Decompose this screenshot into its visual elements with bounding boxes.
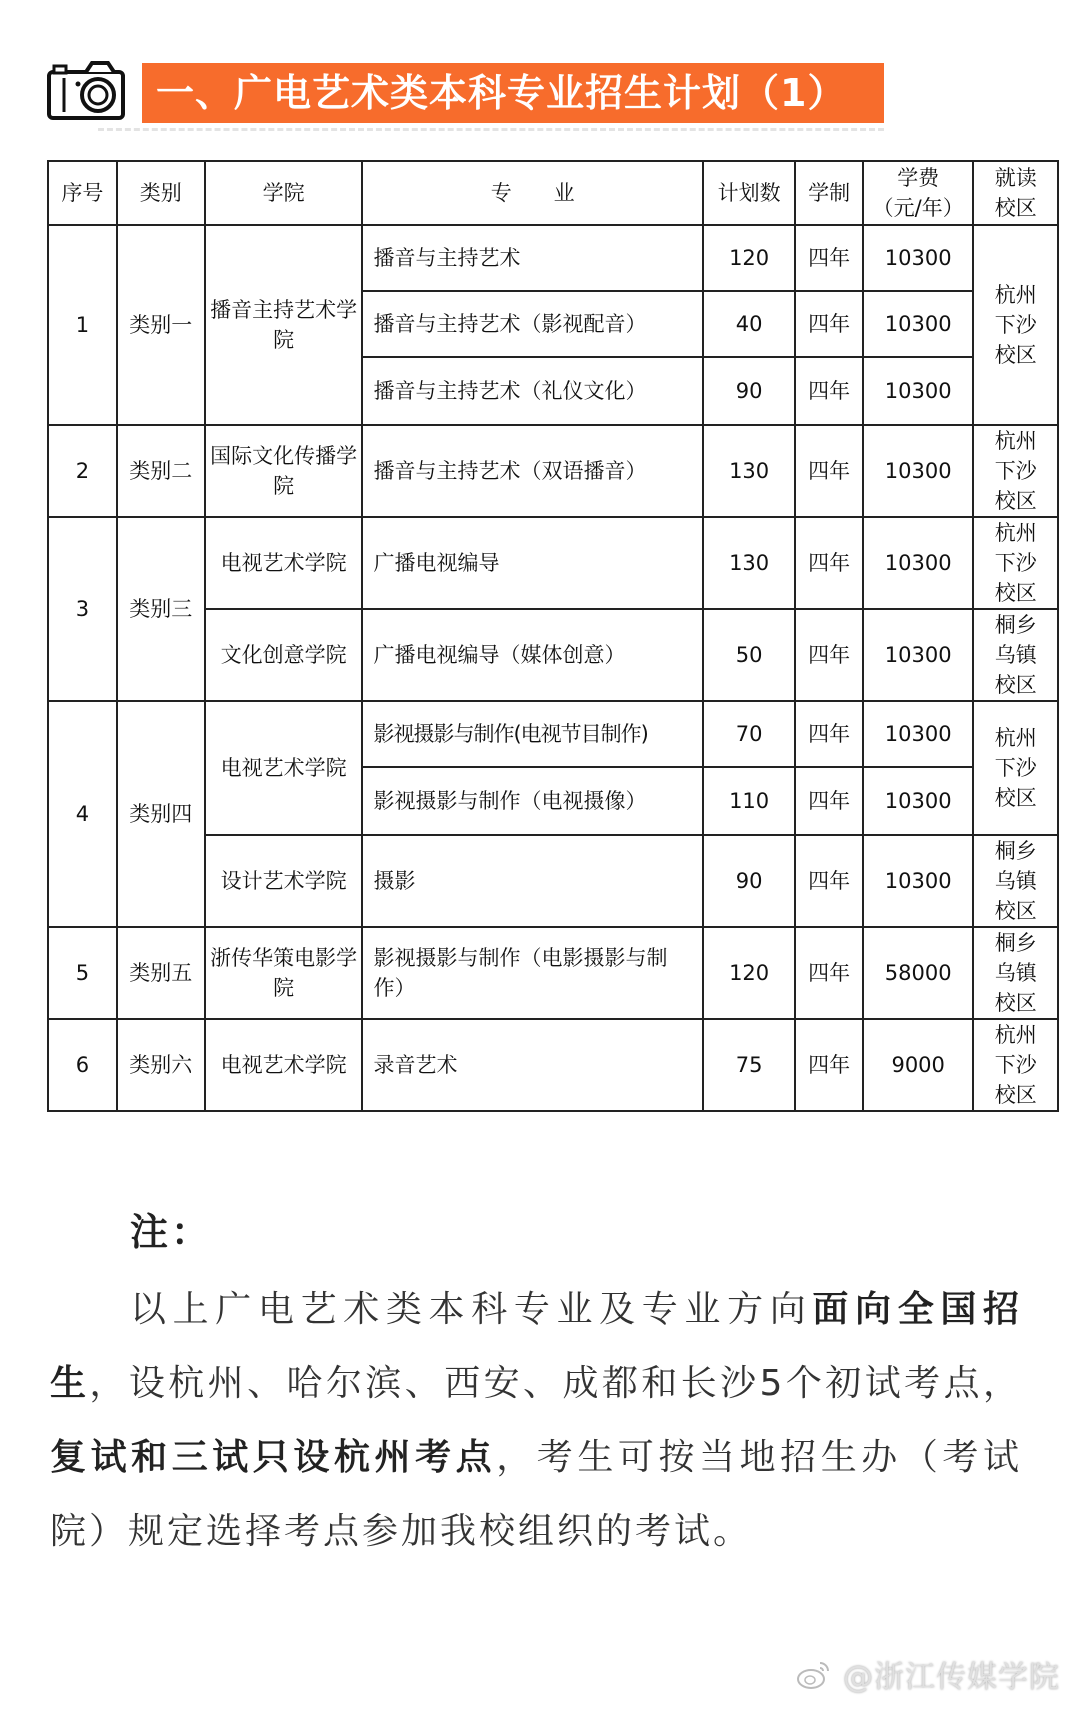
cell-fee: 10300 xyxy=(863,517,973,609)
cell-duration: 四年 xyxy=(795,927,863,1019)
cell-quota: 130 xyxy=(703,517,795,609)
cell-no: 6 xyxy=(48,1019,117,1111)
table-row xyxy=(48,927,1058,1019)
watermark-text: @浙江传媒学院 xyxy=(843,1660,1060,1695)
cell-campus: 杭州 下沙 校区 xyxy=(973,517,1058,609)
note-body xyxy=(50,1273,1022,1569)
cell-fee: 10300 xyxy=(863,425,973,517)
cell-duration: 四年 xyxy=(795,517,863,609)
cell-college: 浙传华策电影学院 xyxy=(205,927,363,1019)
table-row xyxy=(48,425,1058,517)
cell-no: 1 xyxy=(48,225,117,425)
cell-major: 播音与主持艺术（影视配音） xyxy=(362,291,702,357)
cell-college: 电视艺术学院 xyxy=(205,1019,363,1111)
cell-duration: 四年 xyxy=(795,1019,863,1111)
cell-no: 3 xyxy=(48,517,117,701)
cell-fee: 10300 xyxy=(863,609,973,701)
cell-college: 国际文化传播学院 xyxy=(205,425,363,517)
camera-icon xyxy=(46,60,126,120)
cell-duration: 四年 xyxy=(795,291,863,357)
cell-major: 播音与主持艺术（礼仪文化） xyxy=(362,357,702,425)
header-no: 序号 xyxy=(48,161,117,225)
note-emphasis: 面向全国招生 xyxy=(50,1289,1022,1404)
table-row xyxy=(48,517,1058,609)
cell-quota: 75 xyxy=(703,1019,795,1111)
weibo-icon xyxy=(796,1659,832,1691)
cell-quota: 90 xyxy=(703,357,795,425)
cell-campus: 杭州 下沙 校区 xyxy=(973,225,1058,425)
cell-campus: 杭州 下沙 校区 xyxy=(973,425,1058,517)
cell-duration: 四年 xyxy=(795,767,863,835)
note-text: ，设杭州、哈尔滨、西安、成都和长沙5个初试考点， xyxy=(89,1363,1022,1404)
header-major: 专 业 xyxy=(362,161,702,225)
header-duration: 学制 xyxy=(795,161,863,225)
cell-fee: 10300 xyxy=(863,701,973,767)
cell-duration: 四年 xyxy=(795,609,863,701)
header-college: 学院 xyxy=(205,161,363,225)
cell-no: 4 xyxy=(48,701,117,927)
cell-duration: 四年 xyxy=(795,357,863,425)
cell-major: 摄影 xyxy=(362,835,702,927)
watermark xyxy=(796,1652,1060,1696)
cell-campus: 桐乡 乌镇 校区 xyxy=(973,609,1058,701)
cell-quota: 90 xyxy=(703,835,795,927)
cell-quota: 120 xyxy=(703,927,795,1019)
cell-major: 影视摄影与制作(电视节目制作) xyxy=(362,701,702,767)
cell-major: 广播电视编导（媒体创意） xyxy=(362,609,702,701)
cell-duration: 四年 xyxy=(795,835,863,927)
cell-fee: 9000 xyxy=(863,1019,973,1111)
cell-college: 设计艺术学院 xyxy=(205,835,363,927)
cell-campus: 桐乡 乌镇 校区 xyxy=(973,835,1058,927)
header-category: 类别 xyxy=(117,161,205,225)
table-row xyxy=(48,225,1058,291)
table-header-row xyxy=(48,161,1058,225)
cell-quota: 70 xyxy=(703,701,795,767)
header-fee-unit: （元/年） xyxy=(872,196,964,220)
cell-college: 电视艺术学院 xyxy=(205,701,363,835)
cell-quota: 120 xyxy=(703,225,795,291)
header-campus xyxy=(973,161,1058,225)
cell-fee: 10300 xyxy=(863,291,973,357)
cell-duration: 四年 xyxy=(795,425,863,517)
page-title: 一、广电艺术类本科专业招生计划（1） xyxy=(142,63,884,123)
cell-quota: 110 xyxy=(703,767,795,835)
header-campus-l2: 校区 xyxy=(994,196,1037,220)
cell-major: 播音与主持艺术 xyxy=(362,225,702,291)
title-divider xyxy=(98,128,884,131)
cell-category: 类别二 xyxy=(117,425,205,517)
header-fee xyxy=(863,161,973,225)
header-campus-l1: 就读 xyxy=(994,166,1037,190)
cell-college: 文化创意学院 xyxy=(205,609,363,701)
cell-major: 影视摄影与制作（电视摄像） xyxy=(362,767,702,835)
cell-major: 广播电视编导 xyxy=(362,517,702,609)
enrollment-plan-table xyxy=(47,160,1059,1112)
cell-college: 播音主持艺术学院 xyxy=(205,225,363,425)
section-header xyxy=(46,58,906,128)
table-row xyxy=(48,1019,1058,1111)
note-emphasis: 复试和三试只设杭州考点 xyxy=(50,1437,497,1478)
cell-fee: 10300 xyxy=(863,767,973,835)
cell-campus: 杭州 下沙 校区 xyxy=(973,1019,1058,1111)
cell-category: 类别五 xyxy=(117,927,205,1019)
cell-duration: 四年 xyxy=(795,225,863,291)
header-fee-label: 学费 xyxy=(897,166,940,190)
cell-category: 类别三 xyxy=(117,517,205,701)
cell-fee: 10300 xyxy=(863,835,973,927)
cell-fee: 58000 xyxy=(863,927,973,1019)
cell-fee: 10300 xyxy=(863,357,973,425)
cell-quota: 50 xyxy=(703,609,795,701)
note-text: ，考生可按当地招生办（考试院）规定选择考点参加我校组织的考试。 xyxy=(50,1437,1022,1552)
cell-college: 电视艺术学院 xyxy=(205,517,363,609)
cell-fee: 10300 xyxy=(863,225,973,291)
note-text: 以上广电艺术类本科专业及专业方向 xyxy=(130,1289,813,1330)
cell-category: 类别四 xyxy=(117,701,205,927)
note-title: 注： xyxy=(130,1210,213,1254)
cell-campus: 杭州 下沙 校区 xyxy=(973,701,1058,835)
table-row xyxy=(48,701,1058,767)
note-section xyxy=(50,1195,1022,1569)
cell-category: 类别六 xyxy=(117,1019,205,1111)
cell-no: 2 xyxy=(48,425,117,517)
cell-major: 录音艺术 xyxy=(362,1019,702,1111)
cell-campus: 桐乡 乌镇 校区 xyxy=(973,927,1058,1019)
cell-no: 5 xyxy=(48,927,117,1019)
cell-category: 类别一 xyxy=(117,225,205,425)
cell-quota: 130 xyxy=(703,425,795,517)
cell-quota: 40 xyxy=(703,291,795,357)
cell-major: 影视摄影与制作（电影摄影与制作） xyxy=(362,927,702,1019)
header-quota: 计划数 xyxy=(703,161,795,225)
cell-major: 播音与主持艺术（双语播音） xyxy=(362,425,702,517)
cell-duration: 四年 xyxy=(795,701,863,767)
